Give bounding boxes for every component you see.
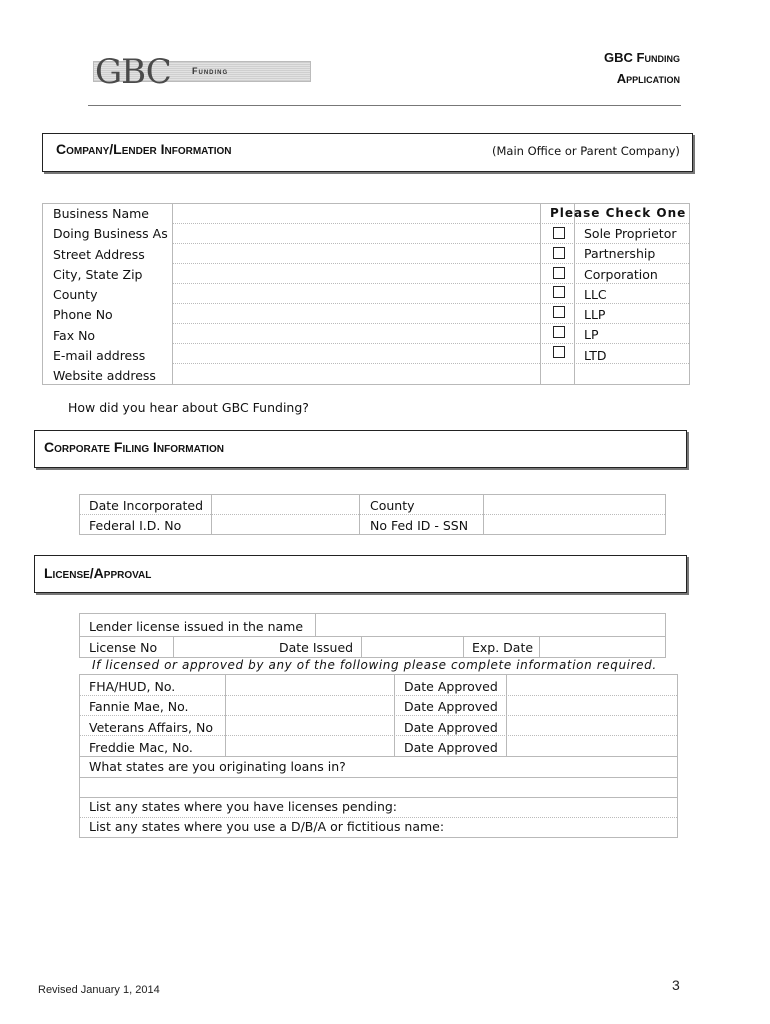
date-approved-label: Date Approved	[404, 719, 498, 735]
check-option-labels	[584, 224, 676, 366]
page-number: 3	[672, 977, 680, 993]
freddie-mac-input[interactable]	[226, 735, 393, 754]
row-divider	[80, 797, 677, 798]
fannie-mae-label: Fannie Mae, No.	[89, 699, 189, 715]
federal-id-label: Federal I.D. No	[89, 518, 182, 533]
no-fed-id-input[interactable]	[484, 515, 665, 534]
business-name-label: Business Name	[53, 206, 149, 221]
date-incorporated-label: Date Incorporated	[89, 498, 204, 513]
date-incorporated-input[interactable]	[212, 495, 358, 514]
date-approved-label: Date Approved	[404, 699, 498, 715]
ltd-label: LTD	[584, 347, 607, 363]
llc-label: LLC	[584, 286, 607, 302]
website-label: Website address	[53, 368, 156, 384]
logo-gbc-text: GBC	[95, 52, 171, 92]
city-state-zip-input[interactable]	[173, 264, 539, 283]
city-state-zip-label: City, State Zip	[53, 266, 143, 282]
date-approved-labels	[404, 677, 498, 758]
partnership-checkbox[interactable]	[553, 247, 565, 259]
fha-date-approved-input[interactable]	[507, 675, 676, 694]
fannie-date-approved-input[interactable]	[507, 695, 676, 714]
states-pending-label: List any states where you have licenses pending:	[89, 799, 398, 814]
fannie-mae-input[interactable]	[226, 695, 393, 714]
revised-date: Revised January 1, 2014	[38, 984, 160, 996]
document-title-line1: GBC Funding	[604, 50, 680, 65]
license-section-title: License/Approval	[44, 565, 152, 581]
lp-checkbox[interactable]	[553, 326, 565, 338]
partnership-label: Partnership	[584, 246, 656, 262]
va-date-approved-input[interactable]	[507, 715, 676, 734]
sole-proprietor-checkbox[interactable]	[553, 227, 565, 239]
ltd-checkbox[interactable]	[553, 346, 565, 358]
exp-date-label: Exp. Date	[472, 640, 534, 655]
col-divider	[463, 636, 464, 657]
company-field-labels	[53, 204, 168, 387]
dba-label: Doing Business As	[53, 226, 168, 242]
corporate-section-title: Corporate Filing Information	[44, 439, 224, 455]
freddie-mac-label: Freddie Mac, No.	[89, 739, 193, 755]
sole-proprietor-label: Sole Proprietor	[584, 226, 677, 241]
llp-checkbox[interactable]	[553, 306, 565, 318]
email-label: E-mail address	[53, 348, 146, 364]
lender-license-input[interactable]	[316, 614, 665, 635]
freddie-date-approved-input[interactable]	[507, 735, 676, 754]
corporate-county-label: County	[370, 498, 415, 513]
fax-input[interactable]	[173, 324, 539, 343]
phone-label: Phone No	[53, 307, 113, 323]
document-title-line2: Application	[616, 71, 680, 86]
company-section-title: Company/Lender Information	[56, 141, 232, 157]
lp-label: LP	[584, 327, 599, 343]
states-dba-label: List any states where you use a D/B/A or fictitious name:	[89, 819, 445, 834]
license-instruction: If licensed or approved by any of the following please complete information required.	[92, 658, 657, 672]
states-originating-label: What states are you originating loans in?	[89, 759, 346, 774]
row-line	[80, 817, 677, 818]
agency-labels	[89, 677, 213, 758]
street-address-label: Street Address	[53, 246, 145, 262]
fha-hud-input[interactable]	[226, 675, 393, 694]
states-originating-input[interactable]	[80, 777, 677, 796]
license-no-label: License No	[89, 640, 158, 655]
county-input[interactable]	[173, 284, 539, 303]
exp-date-input[interactable]	[539, 637, 665, 657]
corporation-checkbox[interactable]	[553, 267, 565, 279]
veterans-affairs-input[interactable]	[226, 715, 393, 734]
veterans-affairs-label: Veterans Affairs, No	[89, 719, 213, 735]
llc-checkbox[interactable]	[553, 286, 565, 298]
phone-input[interactable]	[173, 304, 539, 323]
dba-input[interactable]	[173, 224, 539, 243]
llp-label: LLP	[584, 307, 606, 323]
date-approved-label: Date Approved	[404, 739, 498, 755]
street-address-input[interactable]	[173, 244, 539, 263]
corporate-county-input[interactable]	[484, 495, 665, 514]
business-name-input[interactable]	[173, 204, 539, 223]
fha-hud-label: FHA/HUD, No.	[89, 679, 176, 694]
hear-about-question: How did you hear about GBC Funding?	[68, 400, 309, 415]
email-input[interactable]	[173, 344, 539, 363]
lender-license-label: Lender license issued in the name	[89, 619, 304, 634]
date-issued-label: Date Issued	[279, 640, 354, 655]
header-divider	[88, 105, 681, 106]
company-section-note: (Main Office or Parent Company)	[492, 144, 680, 158]
check-header: Please Check One	[550, 206, 687, 220]
website-input[interactable]	[173, 364, 539, 383]
federal-id-input[interactable]	[212, 515, 358, 534]
date-issued-input[interactable]	[362, 637, 461, 657]
fax-label: Fax No	[53, 327, 96, 343]
date-approved-label: Date Approved	[404, 679, 498, 694]
corporation-label: Corporation	[584, 266, 658, 282]
logo-funding-text: Funding	[192, 66, 229, 76]
no-fed-id-label: No Fed ID - SSN	[370, 518, 469, 533]
county-label: County	[53, 287, 98, 303]
